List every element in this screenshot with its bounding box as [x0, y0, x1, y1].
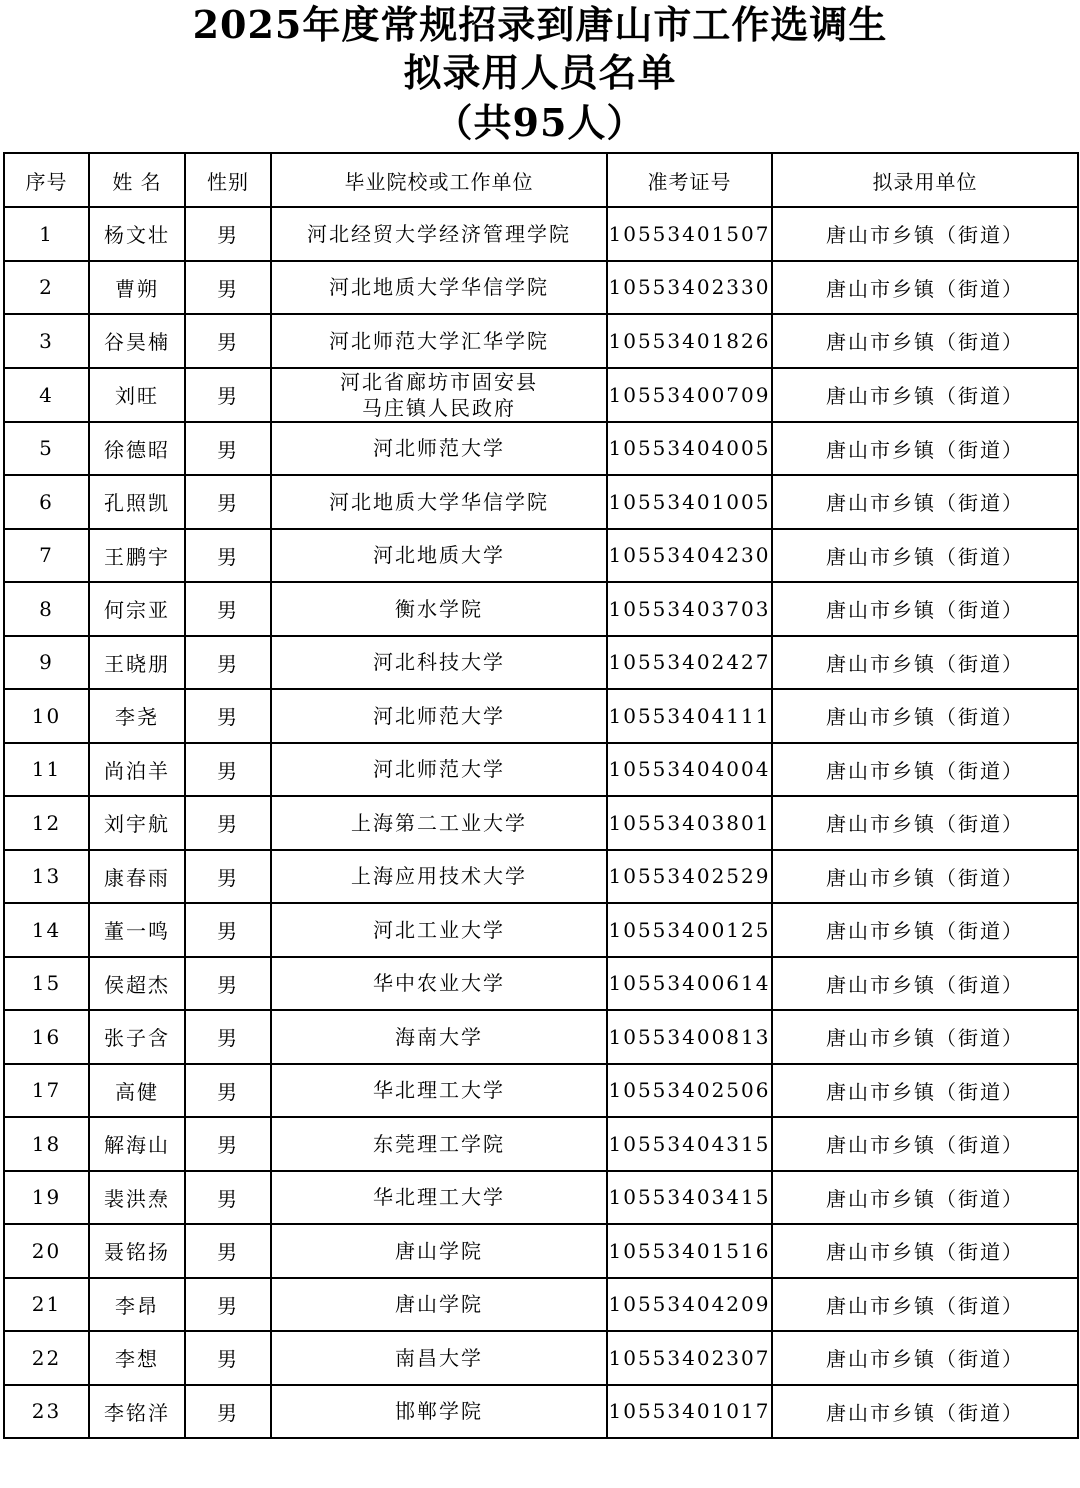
- cell-school: [271, 529, 607, 583]
- cell-name: 王晓朋: [89, 636, 185, 690]
- cell-unit: 唐山市乡镇（街道）: [772, 1224, 1078, 1278]
- table-row: [4, 796, 1078, 850]
- cell-name: 张子含: [89, 1010, 185, 1064]
- cell-unit: 唐山市乡镇（街道）: [772, 903, 1078, 957]
- cell-school: [271, 957, 607, 1011]
- cell-unit: 唐山市乡镇（街道）: [772, 1064, 1078, 1118]
- table-row: [4, 1171, 1078, 1225]
- table-row: [4, 582, 1078, 636]
- cell-gender: 男: [185, 475, 271, 529]
- school-line: 唐山学院: [395, 1292, 483, 1317]
- cell-school: [271, 1064, 607, 1118]
- cell-unit: 唐山市乡镇（街道）: [772, 743, 1078, 797]
- school-line: 南昌大学: [395, 1345, 483, 1370]
- cell-name: 李尧: [89, 689, 185, 743]
- school-line: 华北理工大学: [373, 1185, 505, 1210]
- cell-name: 刘宇航: [89, 796, 185, 850]
- cell-gender: 男: [185, 207, 271, 261]
- cell-name: 聂铭扬: [89, 1224, 185, 1278]
- school-line: 上海第二工业大学: [351, 810, 527, 835]
- cell-school: [271, 743, 607, 797]
- school-line: 邯郸学院: [395, 1399, 483, 1424]
- table-row: [4, 1331, 1078, 1385]
- cell-name: 李铭洋: [89, 1385, 185, 1439]
- school-line: 河北地质大学: [373, 543, 505, 568]
- table-row: [4, 368, 1078, 422]
- school-line: 河北师范大学: [373, 757, 505, 782]
- school-line: 河北地质大学华信学院: [329, 275, 549, 300]
- school-line: 海南大学: [395, 1024, 483, 1049]
- school-line: 河北地质大学华信学院: [329, 489, 549, 514]
- roster-table: [3, 152, 1079, 1439]
- cell-name: 李想: [89, 1331, 185, 1385]
- cell-no: 3: [4, 314, 89, 368]
- cell-exam-id: 10553401005: [607, 475, 772, 529]
- cell-unit: 唐山市乡镇（街道）: [772, 422, 1078, 476]
- title-line-main: 2025年度常规招录到唐山市工作选调生: [192, 2, 888, 47]
- cell-name: 侯超杰: [89, 957, 185, 1011]
- cell-gender: 男: [185, 1010, 271, 1064]
- title-line-count: （共95人）: [434, 100, 646, 145]
- table-row: [4, 850, 1078, 904]
- cell-unit: 唐山市乡镇（街道）: [772, 314, 1078, 368]
- cell-gender: 男: [185, 1278, 271, 1332]
- cell-exam-id: 10553404111: [607, 689, 772, 743]
- cell-exam-id: 10553404005: [607, 422, 772, 476]
- cell-exam-id: 10553401017: [607, 1385, 772, 1439]
- school-line: 河北经贸大学经济管理学院: [307, 221, 571, 246]
- cell-gender: 男: [185, 796, 271, 850]
- cell-gender: 男: [185, 1117, 271, 1171]
- cell-school: [271, 422, 607, 476]
- cell-no: 2: [4, 261, 89, 315]
- cell-name: 解海山: [89, 1117, 185, 1171]
- cell-exam-id: 10553404209: [607, 1278, 772, 1332]
- header-exam-id: 准考证号: [607, 153, 772, 207]
- cell-no: 5: [4, 422, 89, 476]
- cell-no: 21: [4, 1278, 89, 1332]
- cell-unit: 唐山市乡镇（街道）: [772, 1117, 1078, 1171]
- cell-unit: 唐山市乡镇（街道）: [772, 636, 1078, 690]
- cell-no: 19: [4, 1171, 89, 1225]
- cell-no: 18: [4, 1117, 89, 1171]
- cell-school: [271, 314, 607, 368]
- cell-school: [271, 1278, 607, 1332]
- cell-name: 徐德昭: [89, 422, 185, 476]
- cell-name: 曹朔: [89, 261, 185, 315]
- cell-exam-id: 10553404230: [607, 529, 772, 583]
- cell-unit: 唐山市乡镇（街道）: [772, 582, 1078, 636]
- cell-school: [271, 689, 607, 743]
- cell-no: 9: [4, 636, 89, 690]
- cell-exam-id: 10553401516: [607, 1224, 772, 1278]
- cell-exam-id: 10553400709: [607, 368, 772, 422]
- cell-exam-id: 10553401826: [607, 314, 772, 368]
- cell-name: 孔照凯: [89, 475, 185, 529]
- cell-no: 20: [4, 1224, 89, 1278]
- cell-exam-id: 10553404004: [607, 743, 772, 797]
- cell-name: 董一鸣: [89, 903, 185, 957]
- cell-gender: 男: [185, 1385, 271, 1439]
- cell-name: 高健: [89, 1064, 185, 1118]
- school-line: 河北省廊坊市固安县: [340, 369, 538, 394]
- cell-name: 何宗亚: [89, 582, 185, 636]
- cell-school: [271, 796, 607, 850]
- table-row: [4, 903, 1078, 957]
- cell-gender: 男: [185, 314, 271, 368]
- cell-no: 22: [4, 1331, 89, 1385]
- cell-exam-id: 10553402529: [607, 850, 772, 904]
- table-row: [4, 261, 1078, 315]
- table-row: [4, 314, 1078, 368]
- school-line: 衡水学院: [395, 596, 483, 621]
- cell-school: [271, 1117, 607, 1171]
- cell-school: [271, 1385, 607, 1439]
- cell-unit: 唐山市乡镇（街道）: [772, 850, 1078, 904]
- cell-no: 4: [4, 368, 89, 422]
- cell-no: 13: [4, 850, 89, 904]
- cell-name: 尚泊羊: [89, 743, 185, 797]
- cell-gender: 男: [185, 850, 271, 904]
- cell-gender: 男: [185, 422, 271, 476]
- header-no: 序号: [4, 153, 89, 207]
- cell-name: 谷昊楠: [89, 314, 185, 368]
- cell-gender: 男: [185, 368, 271, 422]
- cell-exam-id: 10553402427: [607, 636, 772, 690]
- table-row: [4, 1064, 1078, 1118]
- cell-school: [271, 1171, 607, 1225]
- cell-no: 10: [4, 689, 89, 743]
- cell-no: 6: [4, 475, 89, 529]
- cell-exam-id: 10553400125: [607, 903, 772, 957]
- header-school: 毕业院校或工作单位: [271, 153, 607, 207]
- cell-exam-id: 10553400813: [607, 1010, 772, 1064]
- cell-unit: 唐山市乡镇（街道）: [772, 529, 1078, 583]
- table-row: [4, 1010, 1078, 1064]
- cell-school: [271, 475, 607, 529]
- cell-unit: 唐山市乡镇（街道）: [772, 957, 1078, 1011]
- school-line: 河北师范大学汇华学院: [329, 328, 549, 353]
- cell-gender: 男: [185, 261, 271, 315]
- cell-exam-id: 10553403801: [607, 796, 772, 850]
- cell-gender: 男: [185, 1331, 271, 1385]
- cell-gender: 男: [185, 903, 271, 957]
- cell-gender: 男: [185, 1171, 271, 1225]
- cell-gender: 男: [185, 636, 271, 690]
- cell-exam-id: 10553402330: [607, 261, 772, 315]
- cell-no: 14: [4, 903, 89, 957]
- school-line: 上海应用技术大学: [351, 864, 527, 889]
- school-line: 河北工业大学: [373, 917, 505, 942]
- cell-gender: 男: [185, 1064, 271, 1118]
- cell-no: 16: [4, 1010, 89, 1064]
- cell-unit: 唐山市乡镇（街道）: [772, 1385, 1078, 1439]
- cell-unit: 唐山市乡镇（街道）: [772, 261, 1078, 315]
- cell-unit: 唐山市乡镇（街道）: [772, 1171, 1078, 1225]
- cell-gender: 男: [185, 957, 271, 1011]
- cell-gender: 男: [185, 743, 271, 797]
- cell-gender: 男: [185, 1224, 271, 1278]
- cell-no: 7: [4, 529, 89, 583]
- document-title: [0, 0, 1080, 146]
- cell-name: 刘旺: [89, 368, 185, 422]
- cell-exam-id: 10553403415: [607, 1171, 772, 1225]
- cell-no: 8: [4, 582, 89, 636]
- cell-school: [271, 261, 607, 315]
- school-line: 华中农业大学: [373, 971, 505, 996]
- roster-body: [4, 207, 1078, 1438]
- header-name: 姓 名: [89, 153, 185, 207]
- cell-gender: 男: [185, 529, 271, 583]
- table-row: [4, 1224, 1078, 1278]
- cell-unit: 唐山市乡镇（街道）: [772, 796, 1078, 850]
- cell-school: [271, 368, 607, 422]
- cell-school: [271, 636, 607, 690]
- table-row: [4, 1278, 1078, 1332]
- school-line: 河北师范大学: [373, 703, 505, 728]
- cell-unit: 唐山市乡镇（街道）: [772, 475, 1078, 529]
- school-line: 河北科技大学: [373, 650, 505, 675]
- header-unit: 拟录用单位: [772, 153, 1078, 207]
- cell-unit: 唐山市乡镇（街道）: [772, 1331, 1078, 1385]
- cell-exam-id: 10553402506: [607, 1064, 772, 1118]
- table-row: [4, 207, 1078, 261]
- cell-no: 12: [4, 796, 89, 850]
- table-row: [4, 422, 1078, 476]
- school-line: 马庄镇人民政府: [362, 395, 516, 420]
- cell-name: 李昂: [89, 1278, 185, 1332]
- cell-gender: 男: [185, 582, 271, 636]
- table-row: [4, 1117, 1078, 1171]
- cell-exam-id: 10553403703: [607, 582, 772, 636]
- cell-unit: 唐山市乡镇（街道）: [772, 207, 1078, 261]
- cell-no: 15: [4, 957, 89, 1011]
- title-line-list: 拟录用人员名单: [403, 50, 677, 95]
- table-row: [4, 957, 1078, 1011]
- cell-school: [271, 207, 607, 261]
- table-row: [4, 1385, 1078, 1439]
- cell-name: 裴洪焘: [89, 1171, 185, 1225]
- cell-unit: 唐山市乡镇（街道）: [772, 1278, 1078, 1332]
- school-line: 唐山学院: [395, 1238, 483, 1263]
- cell-name: 杨文壮: [89, 207, 185, 261]
- table-row: [4, 529, 1078, 583]
- header-gender: 性别: [185, 153, 271, 207]
- cell-school: [271, 582, 607, 636]
- cell-school: [271, 1224, 607, 1278]
- school-line: 华北理工大学: [373, 1078, 505, 1103]
- cell-exam-id: 10553404315: [607, 1117, 772, 1171]
- cell-name: 王鹏宇: [89, 529, 185, 583]
- cell-unit: 唐山市乡镇（街道）: [772, 368, 1078, 422]
- cell-exam-id: 10553401507: [607, 207, 772, 261]
- table-row: [4, 475, 1078, 529]
- cell-school: [271, 1331, 607, 1385]
- header-row: [4, 153, 1078, 207]
- school-line: 河北师范大学: [373, 436, 505, 461]
- school-line: 东莞理工学院: [373, 1131, 505, 1156]
- cell-exam-id: 10553402307: [607, 1331, 772, 1385]
- table-row: [4, 689, 1078, 743]
- cell-school: [271, 850, 607, 904]
- cell-gender: 男: [185, 689, 271, 743]
- cell-name: 康春雨: [89, 850, 185, 904]
- cell-unit: 唐山市乡镇（街道）: [772, 1010, 1078, 1064]
- cell-no: 23: [4, 1385, 89, 1439]
- cell-school: [271, 903, 607, 957]
- cell-unit: 唐山市乡镇（街道）: [772, 689, 1078, 743]
- cell-no: 11: [4, 743, 89, 797]
- table-row: [4, 636, 1078, 690]
- cell-no: 17: [4, 1064, 89, 1118]
- cell-no: 1: [4, 207, 89, 261]
- table-row: [4, 743, 1078, 797]
- cell-exam-id: 10553400614: [607, 957, 772, 1011]
- cell-school: [271, 1010, 607, 1064]
